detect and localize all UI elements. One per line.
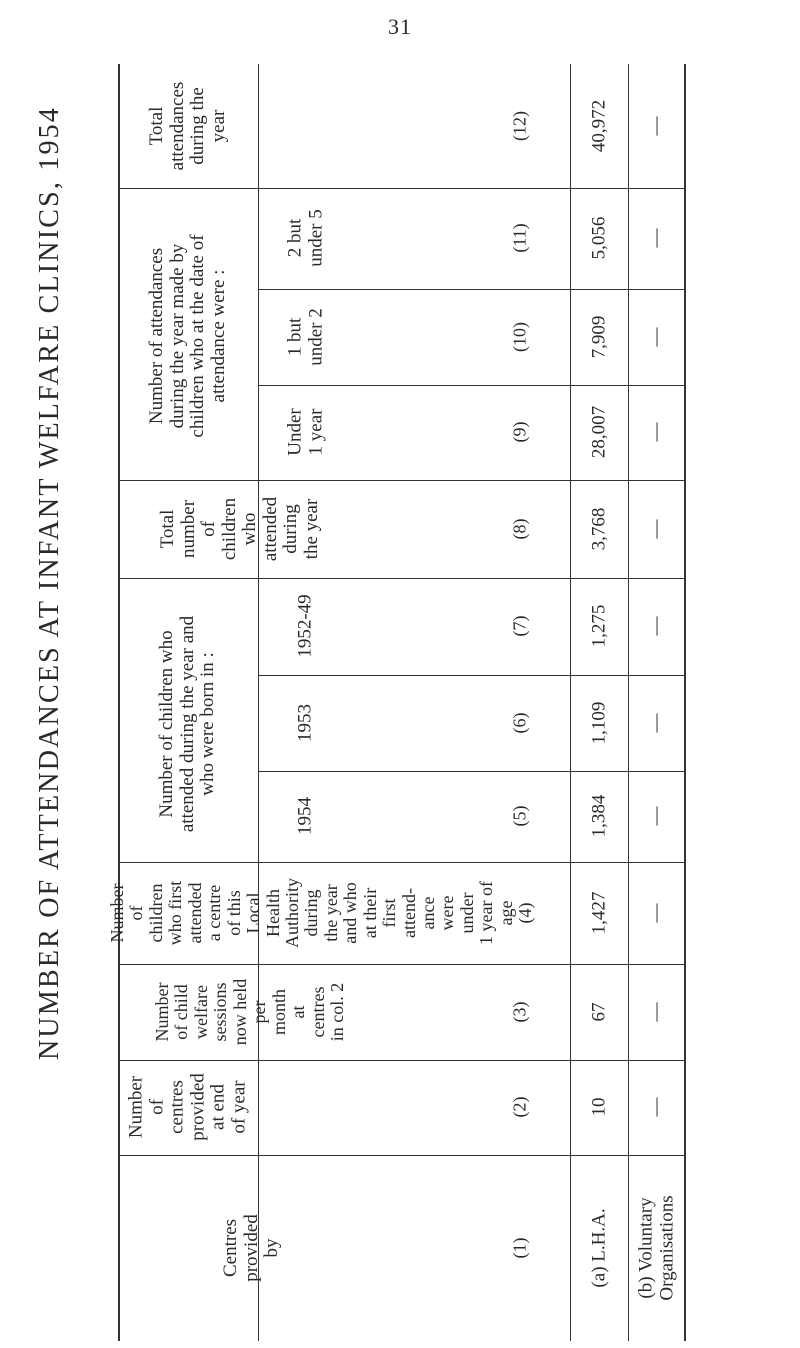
col-divider-7-6	[258, 675, 686, 676]
col-divider-6-5	[258, 771, 686, 772]
col-divider-2-1	[118, 1155, 686, 1156]
col-divider-9-8	[118, 480, 686, 481]
table-outer-top	[118, 64, 120, 1341]
col-divider-8-7	[118, 578, 686, 579]
col-divider-12-11	[118, 188, 686, 189]
col-divider-5-4	[118, 862, 686, 863]
table-header-divider	[258, 64, 259, 1341]
col-divider-11-10	[258, 289, 686, 290]
col-divider-3-2	[118, 1060, 686, 1061]
table-index-divider	[570, 64, 571, 1341]
page-number: 31	[388, 14, 412, 39]
table-row-divider	[628, 64, 629, 1341]
col-divider-4-3	[118, 964, 686, 965]
table-outer-bottom	[684, 64, 686, 1341]
col-divider-10-9	[258, 385, 686, 386]
